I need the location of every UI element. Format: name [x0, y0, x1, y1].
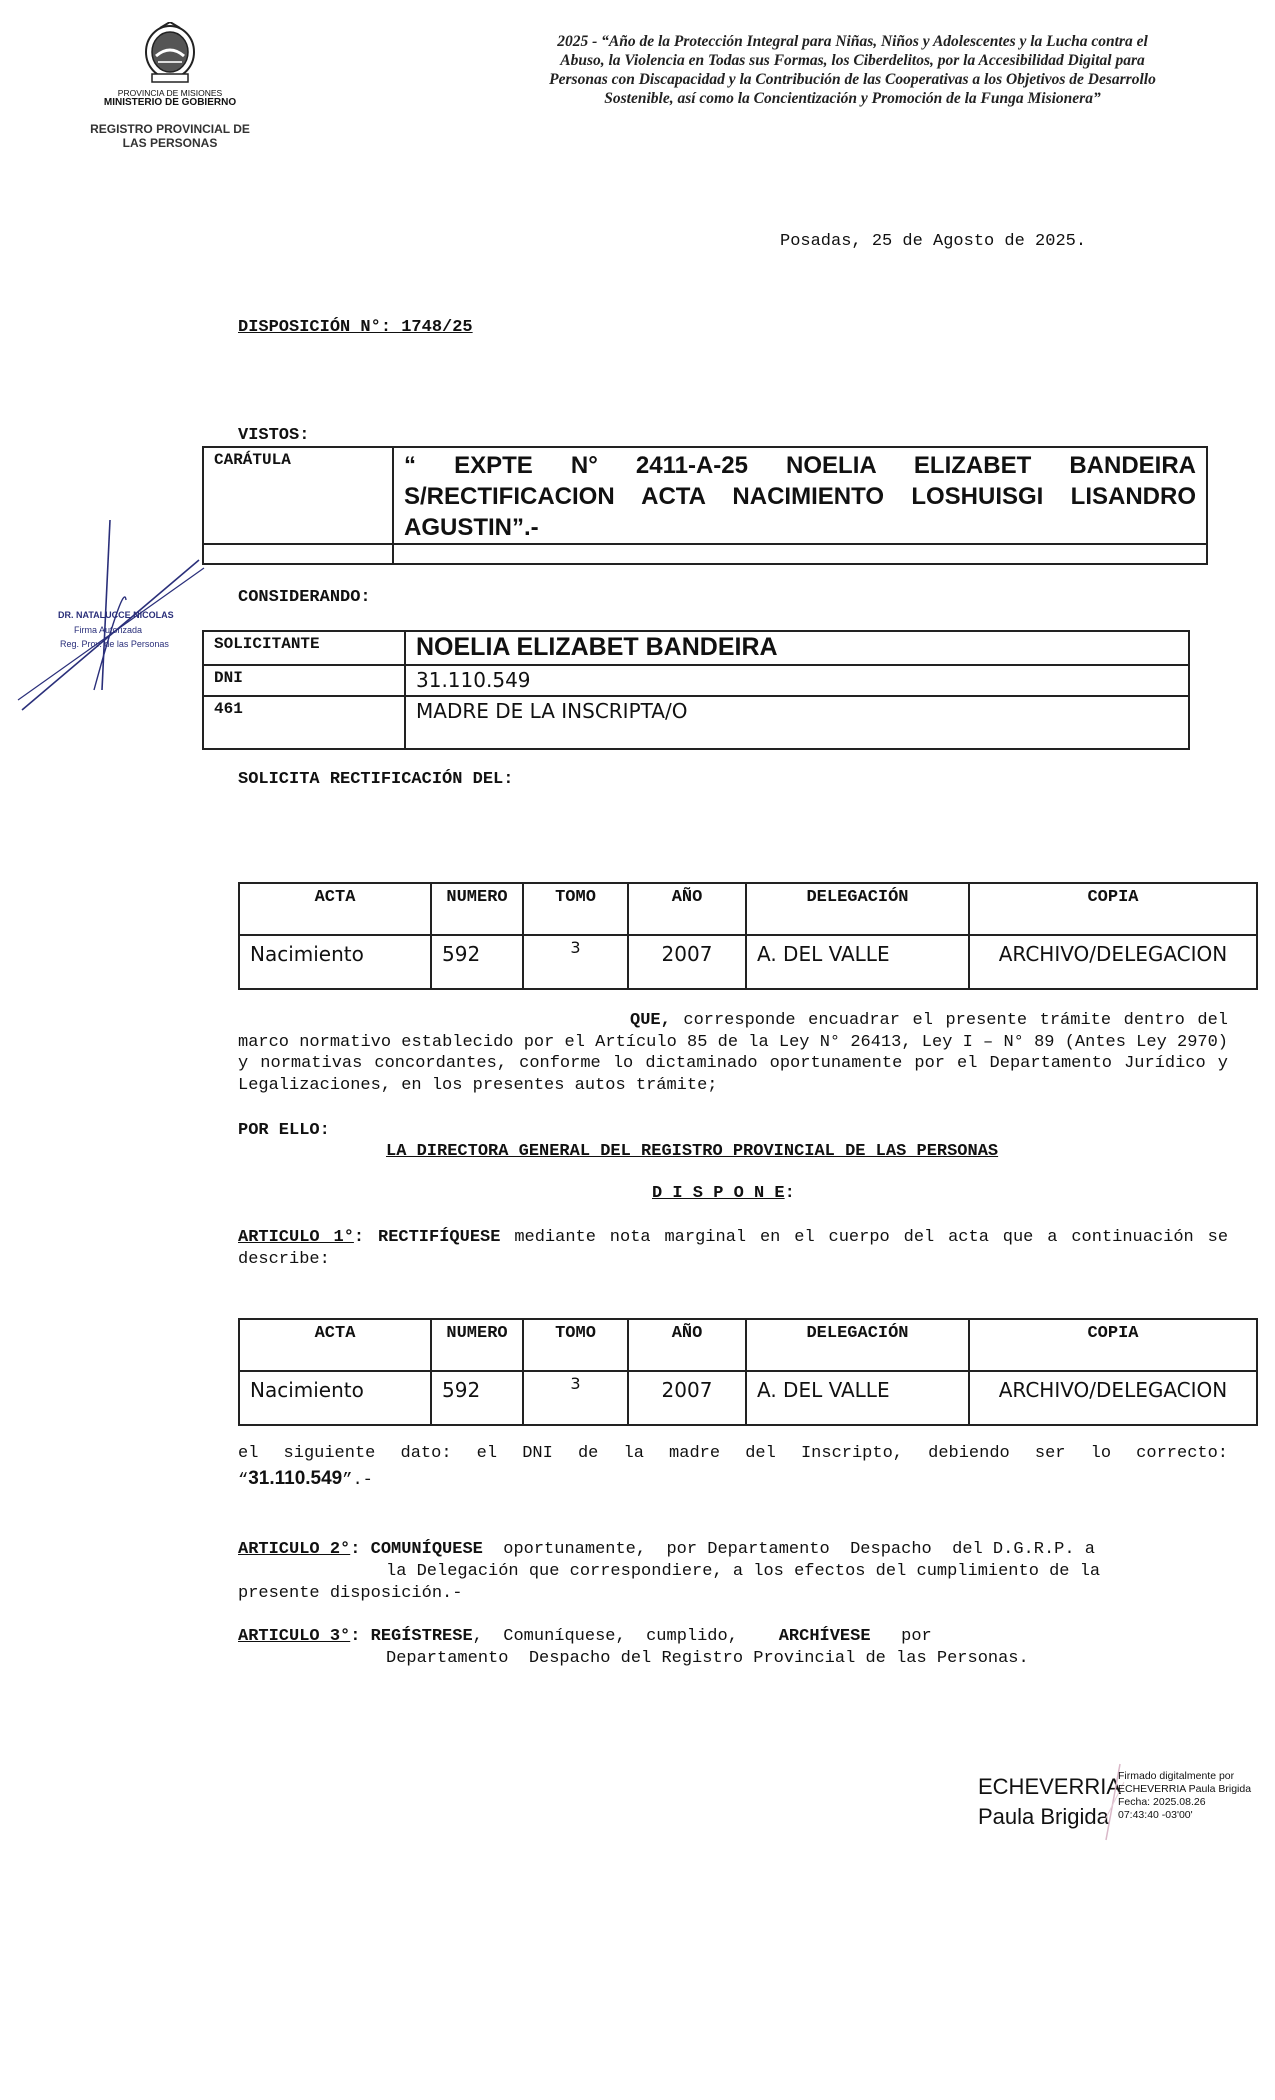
- col-numero: NUMERO: [431, 883, 523, 935]
- stamp-line1: DR. NATALUCCE NICOLAS: [58, 610, 174, 620]
- tomo-cell: 3: [523, 1371, 628, 1425]
- anio-cell: 2007: [628, 935, 746, 989]
- articulo-1-label: ARTICULO 1°: [238, 1228, 354, 1247]
- articulo-1-text: mediante nota marginal en el cuerpo del acta que a continuación se describe:: [238, 1228, 1229, 1269]
- provincial-crest-icon: [138, 22, 202, 86]
- corrected-dni-value: 31.110.549: [248, 1468, 343, 1489]
- dispone-heading: [652, 1184, 795, 1203]
- caratula-label: CARÁTULA: [203, 447, 393, 544]
- que-lead: QUE,: [630, 1011, 671, 1030]
- copia-cell: ARCHIVO/DELEGACION: [969, 1371, 1257, 1425]
- vistos-heading: VISTOS:: [238, 426, 310, 445]
- table-row: [203, 631, 1189, 665]
- col-copia: COPIA: [969, 1319, 1257, 1371]
- table-row: [239, 1371, 1257, 1425]
- tomo-cell: 3: [523, 935, 628, 989]
- col-copia: COPIA: [969, 883, 1257, 935]
- articulo-3-colon: :: [350, 1627, 361, 1646]
- ministry-label: MINISTERIO DE GOBIERNO: [103, 97, 237, 108]
- articulo-3-line2: Departamento Despacho del Registro Provincial de las Personas.: [386, 1649, 1029, 1668]
- dispone-colon: :: [784, 1184, 795, 1203]
- caratula-table: [202, 446, 1208, 565]
- acta-table-2: [238, 1318, 1258, 1426]
- articulo-3-verb1: REGÍSTRESE: [370, 1627, 473, 1646]
- corrected-quote-close: ”.-: [342, 1471, 373, 1490]
- solicitante-label: SOLICITANTE: [203, 631, 405, 665]
- numero-cell: 592: [431, 1371, 523, 1425]
- articulo-3-line1: [238, 1627, 932, 1646]
- stamp-line3: Reg. Prov. de las Personas: [60, 639, 169, 649]
- province-label: PROVINCIA DE MISIONES: [117, 88, 223, 98]
- table-header-row: [239, 883, 1257, 935]
- col-tomo: TOMO: [523, 1319, 628, 1371]
- table-header-row: [239, 1319, 1257, 1371]
- relation-value: MADRE DE LA INSCRIPTA/O: [405, 696, 1189, 749]
- directora-title: LA DIRECTORA GENERAL DEL REGISTRO PROVINCIAL DE LAS PERSONAS: [386, 1142, 999, 1161]
- stamp-line2: Firma Autorizada: [74, 625, 143, 635]
- col-numero: NUMERO: [431, 1319, 523, 1371]
- articulo-1-colon: :: [353, 1228, 365, 1247]
- caratula-empty-left: [203, 544, 393, 564]
- signature-detail-2: ECHEVERRIA Paula Brigida: [1118, 1783, 1252, 1795]
- articulo-2-text-1: oportunamente, por Departamento Despacho del D.G.R.P. a: [503, 1540, 1095, 1559]
- corrected-dni: [238, 1468, 373, 1490]
- dni-value: 31.110.549: [405, 665, 1189, 696]
- signer-surname: ECHEVERRIA: [978, 1774, 1122, 1799]
- relation-code-label: 461: [203, 696, 405, 749]
- articulo-3-label: ARTICULO 3°: [238, 1627, 351, 1646]
- articulo-2-line2: la Delegación que correspondiere, a los efectos del cumplimiento de la: [386, 1562, 1101, 1581]
- signature-detail-4: 07:43:40 -03'00': [1118, 1809, 1193, 1821]
- col-delegacion: DELEGACIÓN: [746, 883, 969, 935]
- table-row: [203, 665, 1189, 696]
- que-paragraph: [238, 1010, 1228, 1096]
- side-stamp: [14, 520, 214, 720]
- considerando-heading: CONSIDERANDO:: [238, 588, 371, 607]
- registry-label-line1: REGISTRO PROVINCIAL DE: [90, 122, 250, 136]
- handwritten-signature-icon: [14, 520, 214, 720]
- que-text: corresponde encuadrar el presente trámite dentro del marco normativo establecido por el Artículo 85 de la Ley N° 26413, Ley I – N° 89 (Antes Ley 2970) y normativas concordantes, conforme lo dictaminado oportunamente por el Departamento Jurídico y Legalizaciones, en los presentes autos trámite;: [238, 1011, 1228, 1095]
- col-anio: AÑO: [628, 883, 746, 935]
- por-ello-heading: POR ELLO:: [238, 1121, 330, 1140]
- delegacion-cell: A. DEL VALLE: [746, 1371, 969, 1425]
- solicita-heading: SOLICITA RECTIFICACIÓN DEL:: [238, 770, 514, 789]
- acta-table-1: [238, 882, 1258, 990]
- caratula-empty-right: [393, 544, 1207, 564]
- corrected-quote-open: “: [238, 1471, 249, 1490]
- dni-label: DNI: [203, 665, 405, 696]
- anio-cell: 2007: [628, 1371, 746, 1425]
- digital-signature: [978, 1760, 1268, 1870]
- registry-label-line2: LAS PERSONAS: [122, 136, 218, 150]
- numero-cell: 592: [431, 935, 523, 989]
- articulo-3-mid: , Comuníquese, cumplido,: [472, 1627, 738, 1646]
- acta-cell: Nacimiento: [239, 1371, 431, 1425]
- articulo-2-line1: [238, 1540, 1095, 1559]
- articulo-3-verb2: ARCHÍVESE: [778, 1627, 871, 1646]
- articulo-2-line3: presente disposición.-: [238, 1584, 463, 1603]
- articulo-1-verb: RECTIFÍQUESE: [378, 1228, 501, 1247]
- table-row: [203, 696, 1189, 749]
- articulo-2-colon: :: [350, 1540, 361, 1559]
- copia-cell: ARCHIVO/DELEGACION: [969, 935, 1257, 989]
- col-acta: ACTA: [239, 1319, 431, 1371]
- considerando-table: [202, 630, 1190, 750]
- date-line: Posadas, 25 de Agosto de 2025.: [780, 232, 1087, 251]
- signer-given-names: Paula Brigida: [978, 1804, 1109, 1829]
- col-delegacion: DELEGACIÓN: [746, 1319, 969, 1371]
- caratula-text: “ EXPTE N° 2411-A-25 NOELIA ELIZABET BANDEIRA S/RECTIFICACION ACTA NACIMIENTO LOSHUISGI LISANDRO AGUSTIN”.-: [393, 447, 1207, 544]
- acta-cell: Nacimiento: [239, 935, 431, 989]
- col-acta: ACTA: [239, 883, 431, 935]
- disposition-number: DISPOSICIÓN N°: 1748/25: [238, 318, 473, 337]
- signature-detail-3: Fecha: 2025.08.26: [1118, 1796, 1206, 1808]
- col-tomo: TOMO: [523, 883, 628, 935]
- articulo-1: [238, 1227, 1228, 1270]
- delegacion-cell: A. DEL VALLE: [746, 935, 969, 989]
- dispone-word: D I S P O N E: [652, 1184, 785, 1203]
- siguiente-dato-text: el siguiente dato: el DNI de la madre del Inscripto, debiendo ser lo correcto:: [238, 1444, 1228, 1463]
- solicitante-value: NOELIA ELIZABET BANDEIRA: [405, 631, 1189, 665]
- articulo-2-label: ARTICULO 2°: [238, 1540, 351, 1559]
- signature-detail-1: Firmado digitalmente por: [1118, 1770, 1235, 1782]
- articulo-2-verb: COMUNÍQUESE: [370, 1540, 483, 1559]
- table-row: [239, 935, 1257, 989]
- logo-block: [70, 22, 270, 162]
- col-anio: AÑO: [628, 1319, 746, 1371]
- year-motto: 2025 - “Año de la Protección Integral para Niñas, Niños y Adolescentes y la Lucha contra el Abuso, la Violencia en Todas sus Formas, los Ciberdelitos, por la Accesibilidad Digital para Personas con Discapacidad y la Contribución de las Cooperativas a los Objetivos de Desarrollo Sostenible, así como la Concientización y Promoción de la Funga Misionera”: [549, 33, 1156, 107]
- articulo-3-tail: por: [901, 1627, 932, 1646]
